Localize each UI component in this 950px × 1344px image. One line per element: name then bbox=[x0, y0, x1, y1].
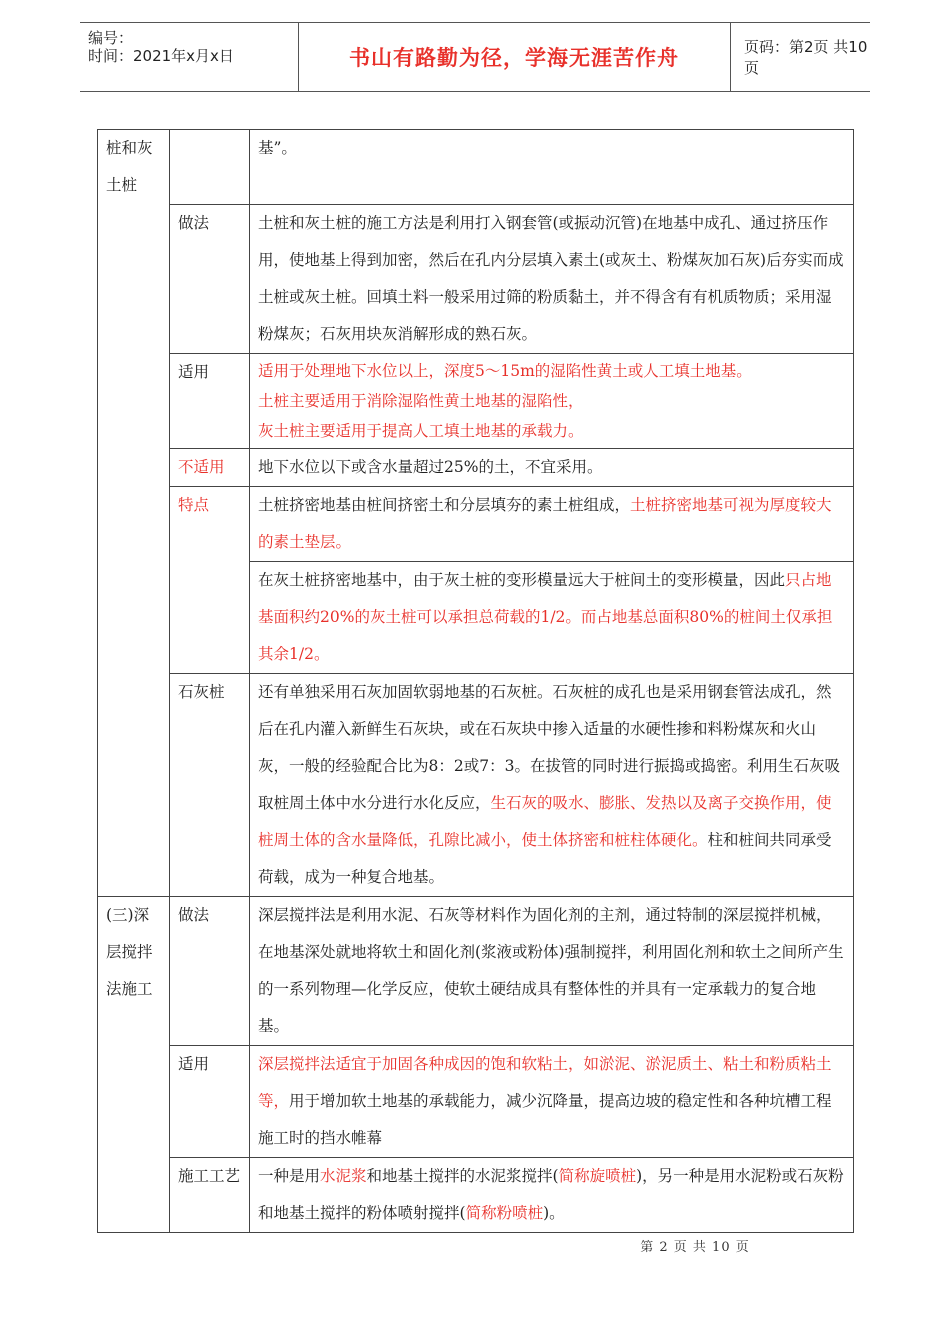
content-line: 适用于处理地下水位以上，深度5～15m的湿陷性黄土或人工填土地基。 bbox=[258, 361, 752, 380]
category-cell bbox=[98, 448, 170, 486]
content-text: 一种是用 bbox=[258, 1166, 321, 1185]
content-text-highlight: 只占地基面积约20%的灰土桩可以承担总荷载的1/2。而占地基总面积80%的桩间土仅承担其余1/2。 bbox=[258, 570, 833, 663]
table-row bbox=[98, 1157, 854, 1232]
row-label: 石灰桩 bbox=[178, 682, 225, 701]
content-cell bbox=[250, 486, 854, 561]
label-cell bbox=[170, 1157, 250, 1232]
content-cell bbox=[250, 130, 854, 205]
content-text: 基”。 bbox=[258, 139, 297, 157]
header-motto: 书山有路勤为径，学海无涯苦作舟 bbox=[298, 23, 731, 91]
content-text-highlight: 土桩挤密地基可视为厚度较大的素土垫层。 bbox=[258, 495, 832, 551]
content-cell bbox=[250, 448, 854, 486]
content-text: )。 bbox=[543, 1203, 565, 1222]
label-cell bbox=[170, 1045, 250, 1157]
content-cell bbox=[250, 673, 854, 896]
content-text: 深层搅拌法是利用水泥、石灰等材料作为固化剂的主剂，通过特制的深层搅拌机械，在地基深处就地将软土和固化剂(浆液或粉体)强制搅拌，利用固化剂和软土之间所产生的一系列物理—化学反应，使软土硬结成具有整体性的并具有一定承载力的复合地基。 bbox=[258, 905, 844, 1035]
content-cell bbox=[250, 204, 854, 353]
label-cell bbox=[170, 130, 250, 205]
row-label: 施工工艺 bbox=[178, 1166, 241, 1185]
table-row bbox=[98, 1045, 854, 1157]
content-cell bbox=[250, 353, 854, 448]
label-cell bbox=[170, 486, 250, 561]
header-page-label: 页码：第2页 共10页 bbox=[744, 38, 868, 77]
document-time-label: 时间：2021年x月x日 bbox=[88, 47, 234, 65]
table-row bbox=[98, 448, 854, 486]
label-cell bbox=[170, 561, 250, 673]
category-cell bbox=[98, 1157, 170, 1232]
category-text: (三)深层搅拌法施工 bbox=[106, 905, 153, 998]
table-row bbox=[98, 486, 854, 561]
content-text: )，另一种是用水泥粉或石灰粉和地基土搅拌的粉体喷射搅拌( bbox=[258, 1166, 844, 1222]
label-cell bbox=[170, 896, 250, 1045]
row-label: 做法 bbox=[178, 213, 210, 232]
table-row bbox=[98, 896, 854, 1045]
content-text: 用于增加软土地基的承载能力，减少沉降量，提高边坡的稳定性和各种坑槽工程施工时的挡水帷幕 bbox=[258, 1091, 832, 1147]
category-cell bbox=[98, 130, 170, 205]
content-text: 地下水位以下或含水量超过25%的土，不宜采用。 bbox=[258, 457, 603, 476]
row-label: 不适用 bbox=[178, 457, 225, 476]
content-text-highlight: 水泥浆 bbox=[320, 1166, 367, 1185]
content-line: 土桩主要适用于消除湿陷性黄土地基的湿陷性， bbox=[258, 391, 584, 410]
row-label: 特点 bbox=[178, 495, 210, 514]
header-info-cell bbox=[80, 23, 299, 91]
row-label: 适用 bbox=[178, 1054, 210, 1073]
page-footer bbox=[0, 1236, 950, 1255]
content-text: 土桩和灰土桩的施工方法是利用打入钢套管(或振动沉管)在地基中成孔、通过挤压作用，使地基上得到加密，然后在孔内分层填入素土(或灰土、粉煤灰加石灰)后夯实而成土桩或灰土桩。回填土料一般采用过筛的粉质黏土，并不得含有有机质物质；采用湿粉煤灰；石灰用块灰消解形成的熟石灰。 bbox=[258, 213, 844, 343]
category-cell bbox=[98, 204, 170, 353]
content-text-highlight: 简称旋喷桩 bbox=[558, 1166, 637, 1185]
content-cell bbox=[250, 1045, 854, 1157]
content-text: 还有单独采用石灰加固软弱地基的石灰桩。石灰桩的成孔也是采用钢套管法成孔，然后在孔内灌入新鲜生石灰块，或在石灰块中掺入适量的水硬性掺和料粉煤灰和火山灰，一般的经验配合比为8：2或7：3。在拔管的同时进行振捣或捣密。利用生石灰吸取桩周土体中水分进行水化反应， bbox=[258, 682, 840, 812]
label-cell bbox=[170, 353, 250, 448]
row-label: 适用 bbox=[178, 362, 210, 381]
table-row bbox=[98, 561, 854, 673]
label-cell bbox=[170, 673, 250, 896]
table-row bbox=[98, 204, 854, 353]
row-label: 做法 bbox=[178, 905, 210, 924]
document-number-label: 编号： bbox=[88, 29, 134, 47]
content-text-highlight: 深层搅拌法适宜于加固各种成因的饱和软粘土，如淤泥、淤泥质土、粘土和粉质粘土等， bbox=[258, 1054, 832, 1110]
content-text: 在灰土桩挤密地基中，由于灰土桩的变形模量远大于桩间土的变形模量，因此 bbox=[258, 570, 786, 589]
content-text-highlight: 简称粉喷桩 bbox=[465, 1203, 544, 1222]
content-cell bbox=[250, 561, 854, 673]
content-text-highlight: 生石灰的吸水、膨胀、发热以及离子交换作用，使桩周土体的含水量降低，孔隙比减小，使土体挤密和桩柱体硬化。 bbox=[258, 793, 832, 849]
content-table bbox=[97, 129, 854, 1233]
footer-page-number: 第 2 页 共 10 页 bbox=[640, 1240, 750, 1255]
category-cell bbox=[98, 353, 170, 448]
page-header bbox=[80, 22, 870, 92]
content-text: 土桩挤密地基由桩间挤密土和分层填夯的素土桩组成， bbox=[258, 495, 631, 514]
category-cell bbox=[98, 561, 170, 673]
content-cell bbox=[250, 896, 854, 1045]
label-cell bbox=[170, 448, 250, 486]
content-cell bbox=[250, 1157, 854, 1232]
category-cell bbox=[98, 486, 170, 561]
content-text: 和地基土搅拌的水泥浆搅拌( bbox=[366, 1166, 559, 1185]
table-row bbox=[98, 673, 854, 896]
content-text: 柱和桩间共同承受荷载，成为一种复合地基。 bbox=[258, 830, 832, 886]
category-cell bbox=[98, 896, 170, 1045]
category-cell bbox=[98, 673, 170, 896]
label-cell bbox=[170, 204, 250, 353]
content-line: 灰土桩主要适用于提高人工填土地基的承载力。 bbox=[258, 421, 584, 440]
table-row bbox=[98, 353, 854, 448]
table-row bbox=[98, 130, 854, 205]
category-cell bbox=[98, 1045, 170, 1157]
category-text: 桩和灰土桩 bbox=[106, 139, 153, 194]
